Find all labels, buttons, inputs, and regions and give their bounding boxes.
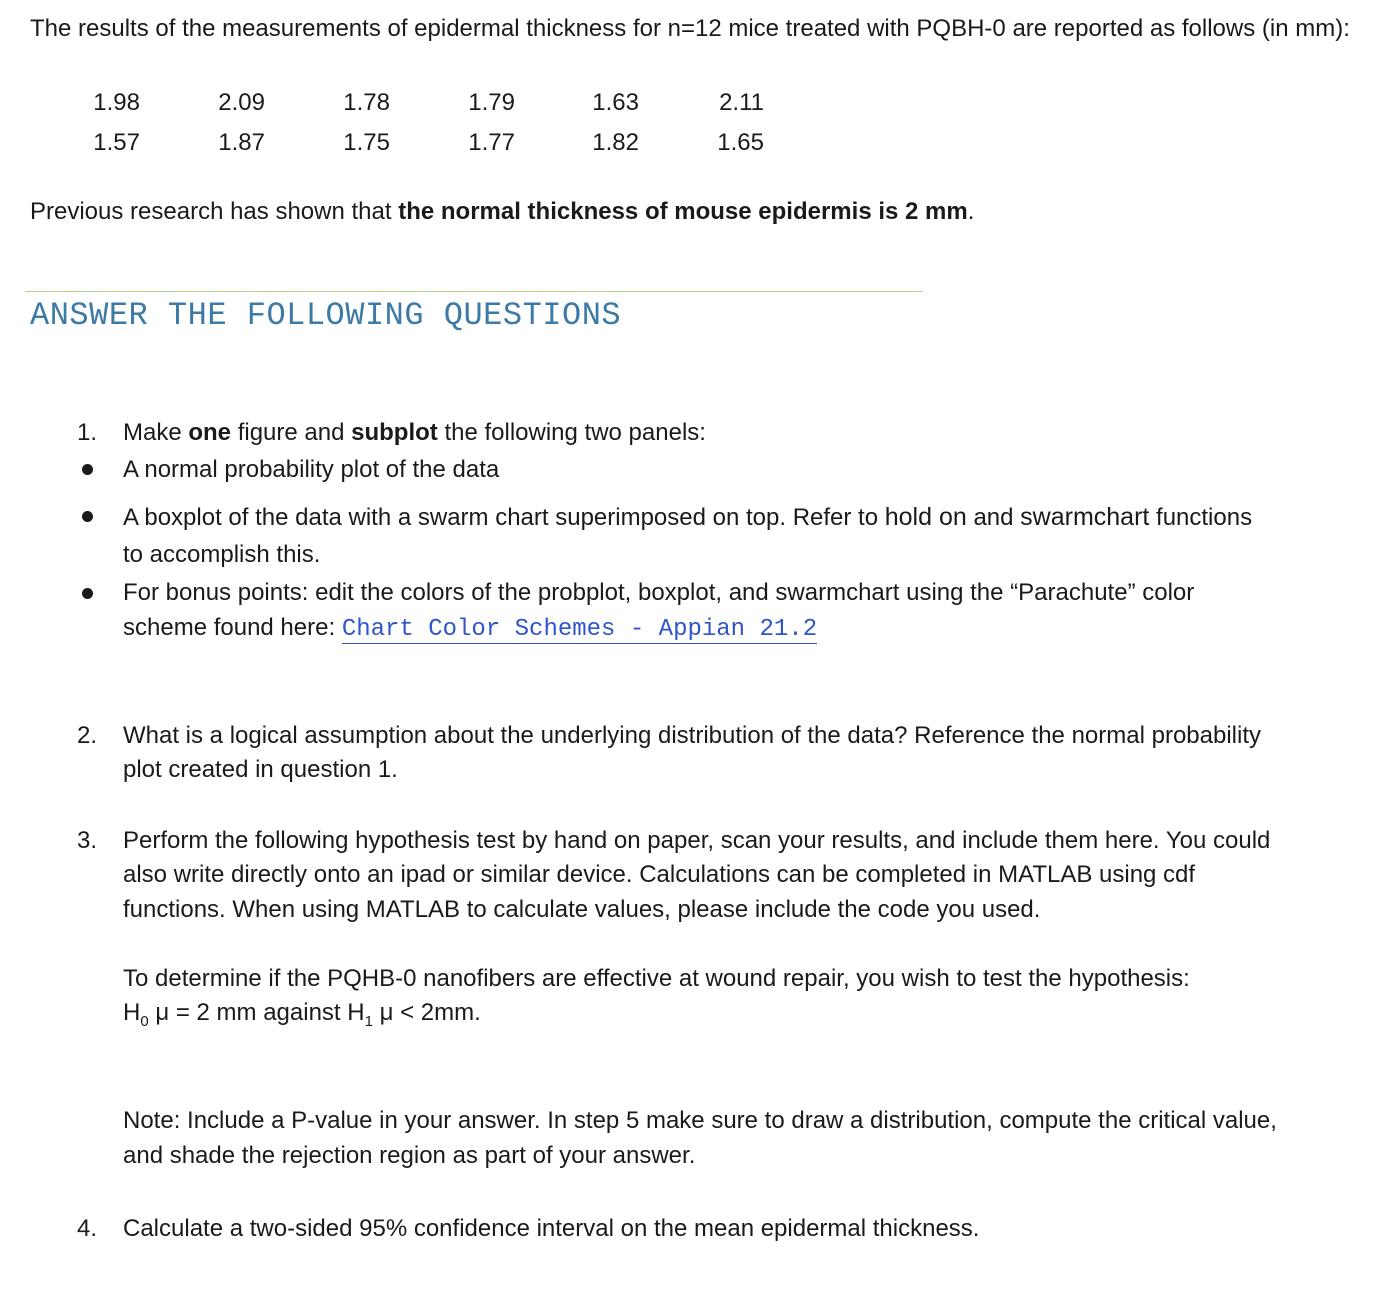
- chart-color-schemes-link[interactable]: Chart Color Schemes - Appian 21.2: [341, 616, 818, 643]
- hypothesis-text: μ < 2mm.: [372, 999, 481, 1026]
- q1-bullet-1: A normal probability plot of the data: [123, 456, 500, 483]
- h0-subscript: 0: [140, 1012, 149, 1030]
- section-divider: [25, 291, 923, 292]
- q1-text-part: the following two panels:: [437, 419, 706, 446]
- measurement-cell: 1.87: [218, 129, 265, 156]
- bullet-icon: [82, 464, 93, 475]
- previous-bold: the normal thickness of mouse epidermis is 2 mm: [398, 198, 968, 225]
- bullet-icon: [82, 511, 93, 522]
- measurement-cell: 1.79: [468, 89, 515, 116]
- h0-symbol: H: [123, 999, 141, 1026]
- q1-text-part: Make: [123, 419, 189, 446]
- q3-hypothesis-intro: To determine if the PQHB-0 nanofibers are effective at wound repair, you wish to test the hypothesis:: [123, 965, 1190, 992]
- q1-bold-subplot: subplot: [351, 419, 438, 446]
- q1-bold-one: one: [188, 419, 232, 446]
- q1-bullet-2-text: A boxplot of the data with a swarm chart superimposed on top. Refer to: [123, 504, 885, 531]
- intro-paragraph: The results of the measurements of epidermal thickness for n=12 mice treated with PQBH-0 are reported as follows (in mm):: [30, 15, 1350, 42]
- q1-bullet-2-line-2: to accomplish this.: [123, 541, 321, 568]
- q3-line-3: functions. When using MATLAB to calculate values, please include the code you used.: [123, 896, 1041, 923]
- h1-subscript: 1: [364, 1012, 373, 1030]
- previous-suffix: .: [967, 198, 975, 225]
- bullet-icon: [82, 588, 93, 599]
- measurement-cell: 1.77: [468, 129, 515, 156]
- q1-bullet-2-text: and: [966, 504, 1021, 531]
- previous-research-sentence: [30, 195, 974, 229]
- q4-number: 4.: [77, 1215, 98, 1242]
- hypothesis-text: μ = 2 mm against H: [148, 999, 365, 1026]
- q3-line-1: Perform the following hypothesis test by hand on paper, scan your results, and include them here. You could: [123, 827, 1271, 854]
- measurement-cell: 1.57: [93, 129, 140, 156]
- q2-number: 2.: [77, 722, 98, 749]
- measurement-cell: 1.75: [343, 129, 390, 156]
- measurement-cell: 1.98: [93, 89, 140, 116]
- q3-line-2: also write directly onto an ipad or similar device. Calculations can be completed in MATLAB using cdf: [123, 861, 1196, 888]
- q1-bullet-2-line-1: [123, 500, 1252, 535]
- measurement-cell: 1.78: [343, 89, 390, 116]
- q1-bullet-3-line-2: [123, 611, 817, 647]
- q1-text-part: figure and: [231, 419, 352, 446]
- previous-prefix: Previous research has shown that: [30, 198, 399, 225]
- measurement-cell: 2.11: [719, 89, 764, 116]
- measurement-cell: 1.82: [592, 129, 639, 156]
- q3-hypothesis-statement: [123, 996, 481, 1030]
- q3-note-line-1: Note: Include a P-value in your answer. In step 5 make sure to draw a distribution, compute the critical value,: [123, 1107, 1277, 1134]
- q2-line-1: What is a logical assumption about the underlying distribution of the data? Reference the normal probability: [123, 722, 1261, 749]
- q1-number: 1.: [77, 419, 98, 446]
- q1-bullet-2-text: functions: [1149, 504, 1253, 531]
- q1-bullet-3-text: scheme found here:: [123, 614, 342, 641]
- section-heading: ANSWER THE FOLLOWING QUESTIONS: [30, 297, 622, 334]
- measurement-cell: 2.09: [218, 89, 265, 116]
- hold-on-function: hold on: [884, 503, 967, 531]
- q3-number: 3.: [77, 827, 98, 854]
- swarmchart-function: swarmchart: [1020, 503, 1150, 531]
- q1-bullet-3-line-1: For bonus points: edit the colors of the probplot, boxplot, and swarmchart using the “Parachute” color: [123, 579, 1195, 606]
- q1-text: [123, 416, 706, 450]
- measurement-cell: 1.63: [592, 89, 639, 116]
- q3-note-line-2: and shade the rejection region as part of your answer.: [123, 1142, 696, 1169]
- q2-line-2: plot created in question 1.: [123, 756, 398, 783]
- measurement-cell: 1.65: [717, 129, 764, 156]
- q4-line-1: Calculate a two-sided 95% confidence interval on the mean epidermal thickness.: [123, 1215, 980, 1242]
